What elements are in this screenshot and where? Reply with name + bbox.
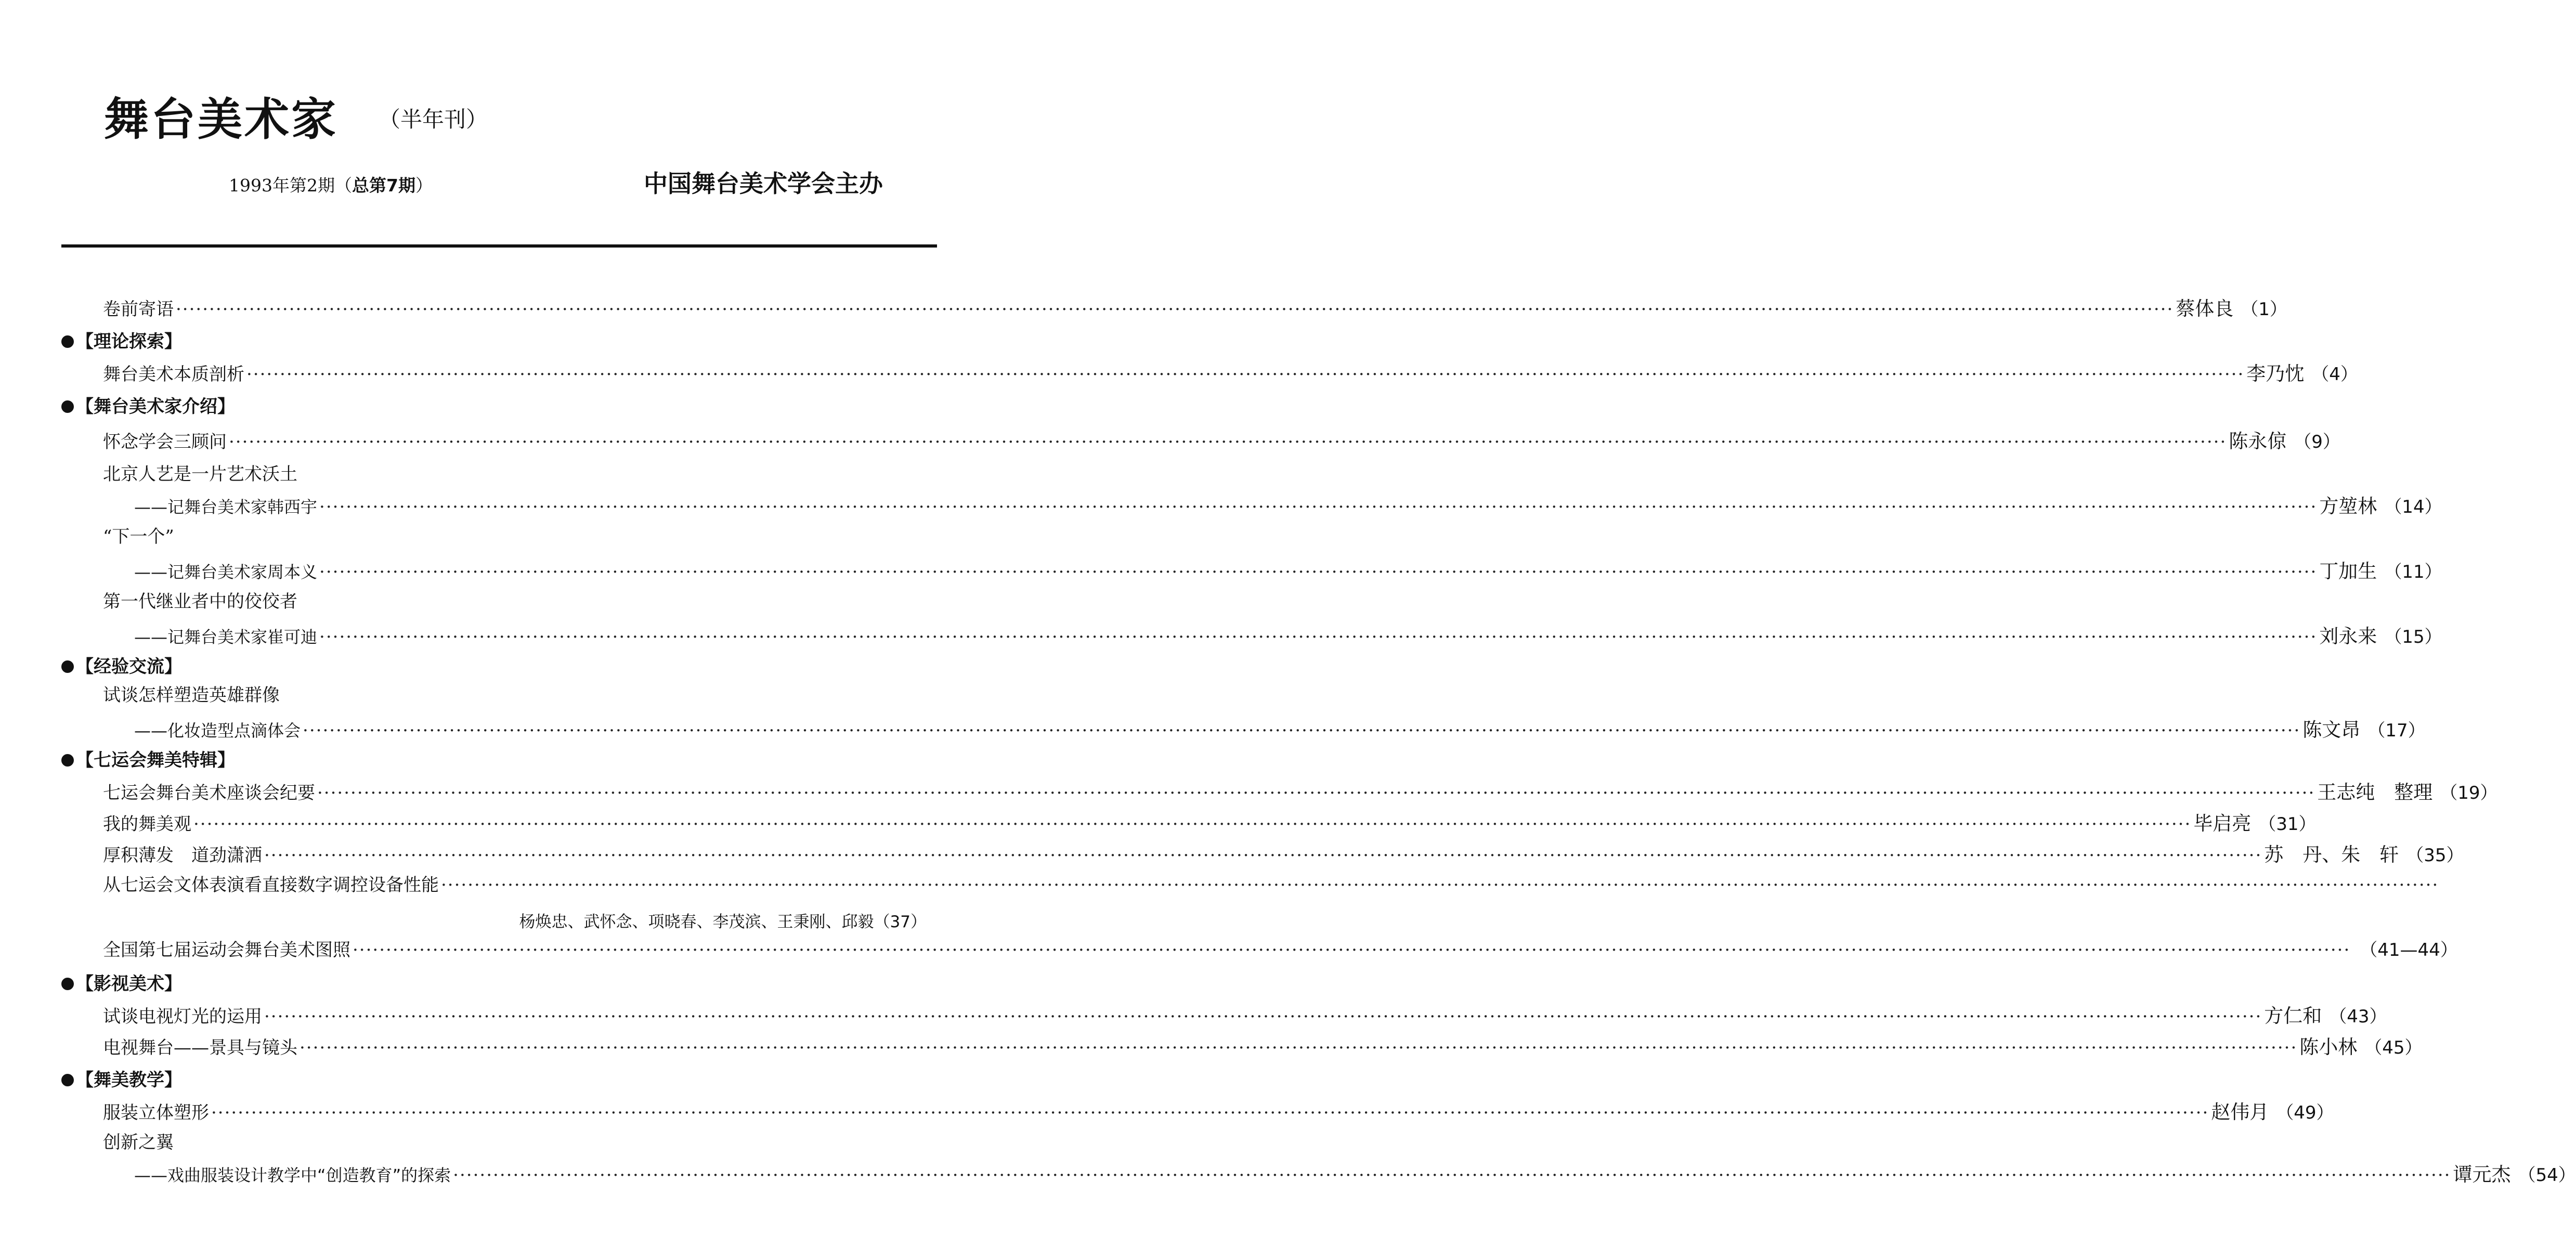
- section-heading: [61, 975, 182, 993]
- section-label: 【理论探索】: [76, 331, 182, 352]
- toc-page-number: （35）: [2406, 845, 2464, 866]
- toc-subtitle-row: [134, 495, 2442, 517]
- toc-page-number: （49）: [2276, 1102, 2334, 1123]
- toc-author: 陈小林: [2299, 1036, 2358, 1058]
- toc-author: 刘永来: [2319, 625, 2377, 647]
- toc-author: 赵伟月: [2211, 1101, 2269, 1123]
- dot-leader: ············································································································································································································································································································: [176, 299, 2174, 320]
- dot-leader: ············································································································································································································································································································: [300, 1037, 2298, 1058]
- issue-number: 1993年第2期（: [229, 175, 352, 196]
- toc-entry: [103, 297, 2287, 320]
- section-label: 【舞台美术家介绍】: [76, 396, 235, 417]
- dot-leader: ············································································································································································································································································································: [193, 814, 2192, 835]
- toc-author: 李乃忱: [2246, 362, 2305, 385]
- toc-author: 方堃林: [2319, 495, 2377, 517]
- toc-author: 陈文昂: [2302, 719, 2361, 741]
- toc-subtitle-row: [134, 625, 2442, 647]
- toc-title: 卷前寄语: [103, 299, 174, 320]
- toc-entry: [103, 686, 280, 704]
- toc-entry: [103, 1101, 2334, 1123]
- toc-entry: [103, 843, 2464, 866]
- toc-author: 王志纯 整理: [2317, 781, 2433, 803]
- toc-page-number: （54）: [2518, 1165, 2576, 1186]
- toc-entry: [103, 430, 2340, 452]
- bullet-icon: [61, 978, 74, 990]
- toc-subtitle-row: [134, 719, 2426, 741]
- toc-author: 陈永倞: [2229, 430, 2287, 452]
- toc-title: 从七运会文体表演看直接数字调控设备性能: [103, 875, 439, 895]
- toc-page-number: （19）: [2440, 783, 2498, 803]
- toc-subtitle-row: [134, 1163, 2576, 1186]
- toc-title: 第一代继业者中的佼佼者: [103, 591, 297, 612]
- sponsor: 中国舞台美术学会主办: [644, 170, 883, 198]
- toc-title: 七运会舞台美术座谈会纪要: [103, 783, 315, 803]
- toc-authors-line: 杨焕忠、武怀念、项晓春、李茂滨、王秉刚、邱毅（37）: [519, 913, 927, 931]
- toc-page-number: （1）: [2241, 299, 2287, 320]
- toc-page-number: （43）: [2329, 1006, 2387, 1027]
- toc-page-number: （14）: [2384, 497, 2442, 517]
- section-label: 【经验交流】: [76, 656, 182, 677]
- toc-entry: [103, 465, 297, 483]
- toc-entry: [103, 593, 297, 611]
- dot-leader: ············································································································································································································································································································: [264, 845, 2262, 866]
- toc-entry: [103, 1134, 174, 1151]
- dot-leader: ············································································································································································································································································································: [441, 875, 2439, 895]
- bullet-icon: [61, 754, 74, 767]
- section-heading: [61, 398, 235, 416]
- toc-author: 毕启亮: [2193, 812, 2252, 835]
- toc-author: 方仁和: [2264, 1005, 2322, 1027]
- toc-title: 试谈怎样塑造英雄群像: [103, 685, 280, 706]
- dot-leader: ············································································································································································································································································································: [264, 1006, 2262, 1027]
- section-label: 【影视美术】: [76, 974, 182, 994]
- section-label: 【七运会舞美特辑】: [76, 750, 235, 771]
- toc-page-number: （31）: [2258, 814, 2317, 835]
- toc-author: 蔡体良: [2176, 297, 2234, 320]
- section-heading: [61, 333, 182, 351]
- toc-subtitle-row: [134, 560, 2442, 582]
- bullet-icon: [61, 1074, 74, 1086]
- issue-total: 总第7期: [352, 175, 415, 196]
- toc-title: 创新之翼: [103, 1132, 174, 1153]
- toc-page-number: （4）: [2311, 364, 2358, 385]
- dot-leader: ············································································································································································································································································································: [453, 1165, 2451, 1186]
- toc-title: 怀念学会三顾问: [103, 432, 227, 452]
- toc-title: 厚积薄发 道劲潇洒: [103, 845, 262, 866]
- toc-subtitle: ——记舞台美术家崔可迪: [134, 627, 318, 647]
- toc-page-number: （11）: [2384, 562, 2442, 582]
- dot-leader: ············································································································································································································································································································: [319, 497, 2318, 517]
- dot-leader: ············································································································································································································································································································: [353, 940, 2351, 961]
- toc-entry: [103, 940, 2458, 961]
- toc-title: 北京人艺是一片艺术沃土: [103, 464, 297, 485]
- section-heading: [61, 751, 235, 769]
- toc-page-number: （41—44）: [2360, 940, 2458, 961]
- toc-author: 丁加生: [2319, 560, 2377, 582]
- section-label: 【舞美教学】: [76, 1070, 182, 1091]
- toc-subtitle: ——记舞台美术家周本义: [134, 562, 318, 582]
- toc-title: 全国第七届运动会舞台美术图照: [103, 940, 350, 961]
- toc-title: 我的舞美观: [103, 814, 191, 835]
- publication-frequency: （半年刊）: [379, 107, 488, 132]
- section-heading: [61, 658, 182, 676]
- dot-leader: ············································································································································································································································································································: [317, 783, 2315, 803]
- toc-title: “下一个”: [103, 526, 174, 547]
- dot-leader: ············································································································································································································································································································: [211, 1102, 2209, 1123]
- bullet-icon: [61, 335, 74, 348]
- toc-entry: [103, 528, 174, 546]
- toc-subtitle: ——记舞台美术家韩西宇: [134, 497, 318, 517]
- toc-entry: [103, 362, 2358, 385]
- toc-title: 舞台美术本质剖析: [103, 364, 244, 385]
- toc-entry: [103, 1036, 2423, 1058]
- toc-entry: [103, 781, 2498, 803]
- toc-author: 谭元杰: [2453, 1163, 2511, 1186]
- dot-leader: ············································································································································································································································································································: [229, 432, 2227, 452]
- magazine-title: 舞台美术家: [104, 94, 338, 146]
- toc-title: 电视舞台——景具与镜头: [103, 1037, 297, 1058]
- toc-entry: [103, 812, 2317, 835]
- toc-title: 服装立体塑形: [103, 1102, 209, 1123]
- dot-leader: ············································································································································································································································································································: [246, 364, 2245, 385]
- dot-leader: ············································································································································································································································································································: [319, 627, 2318, 647]
- toc-subtitle: ——戏曲服装设计教学中“创造教育”的探索: [134, 1165, 451, 1185]
- dot-leader: ············································································································································································································································································································: [303, 720, 2301, 741]
- issue-close: ）: [415, 175, 433, 196]
- toc-page-number: （15）: [2384, 627, 2442, 647]
- bullet-icon: [61, 400, 74, 413]
- dot-leader: ············································································································································································································································································································: [319, 562, 2318, 582]
- toc-page-number: （17）: [2367, 720, 2426, 741]
- toc-subtitle: ——化妆造型点滴体会: [134, 721, 301, 741]
- toc-entry: [103, 1005, 2387, 1027]
- bullet-icon: [61, 660, 74, 673]
- toc-title: 试谈电视灯光的运用: [103, 1006, 262, 1027]
- toc-author: 苏 丹、朱 轩: [2264, 843, 2399, 866]
- toc-page-number: （45）: [2364, 1037, 2423, 1058]
- toc-page-number: （9）: [2294, 432, 2340, 452]
- section-heading: [61, 1071, 182, 1089]
- toc-entry: [103, 875, 2439, 895]
